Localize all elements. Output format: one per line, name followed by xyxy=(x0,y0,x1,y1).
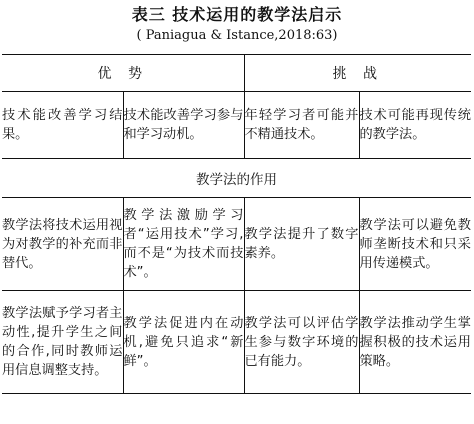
section-label: 教学法的作用 xyxy=(2,159,471,198)
pros-header: 优 势 xyxy=(2,55,244,92)
table-cell: 教学法可以避免教师垄断技术和只采用传递模式。 xyxy=(359,198,471,291)
table-cell: 教学法赋予学习者主动性,提升学生之间的合作,同时教师运用信息调整支持。 xyxy=(2,291,123,394)
table-cell: 年轻学习者可能并不精通技术。 xyxy=(244,92,359,159)
table-cell: 技术可能再现传统的教学法。 xyxy=(359,92,471,159)
table-cell: 教学法促进内在动机,避免只追求“新鲜”。 xyxy=(123,291,244,394)
table-row xyxy=(2,291,471,394)
cons-header: 挑 战 xyxy=(244,55,471,92)
table-row xyxy=(2,92,471,159)
table-cell: 教学法推动学生掌握积极的技术运用策略。 xyxy=(359,291,471,394)
table-cell: 教学法激励学习者“运用技术”学习,而不是“为技术而技术”。 xyxy=(123,198,244,291)
table-cell: 教学法可以评估学生参与数字环境的已有能力。 xyxy=(244,291,359,394)
table-cell: 教学法将技术运用视为对教学的补充而非替代。 xyxy=(2,198,123,291)
table-row xyxy=(2,198,471,291)
table-cell: 技术能改善学习参与和学习动机。 xyxy=(123,92,244,159)
table-title: 表三 技术运用的教学法启示 xyxy=(131,5,343,24)
table-cell: 教学法提升了数字素养。 xyxy=(244,198,359,291)
header-row xyxy=(2,55,471,92)
table-source: ( Paniagua & Istance,2018:63) xyxy=(136,28,338,43)
pedagogy-table xyxy=(2,54,471,394)
section-row xyxy=(2,159,471,198)
table-cell: 技术能改善学习结果。 xyxy=(2,92,123,159)
